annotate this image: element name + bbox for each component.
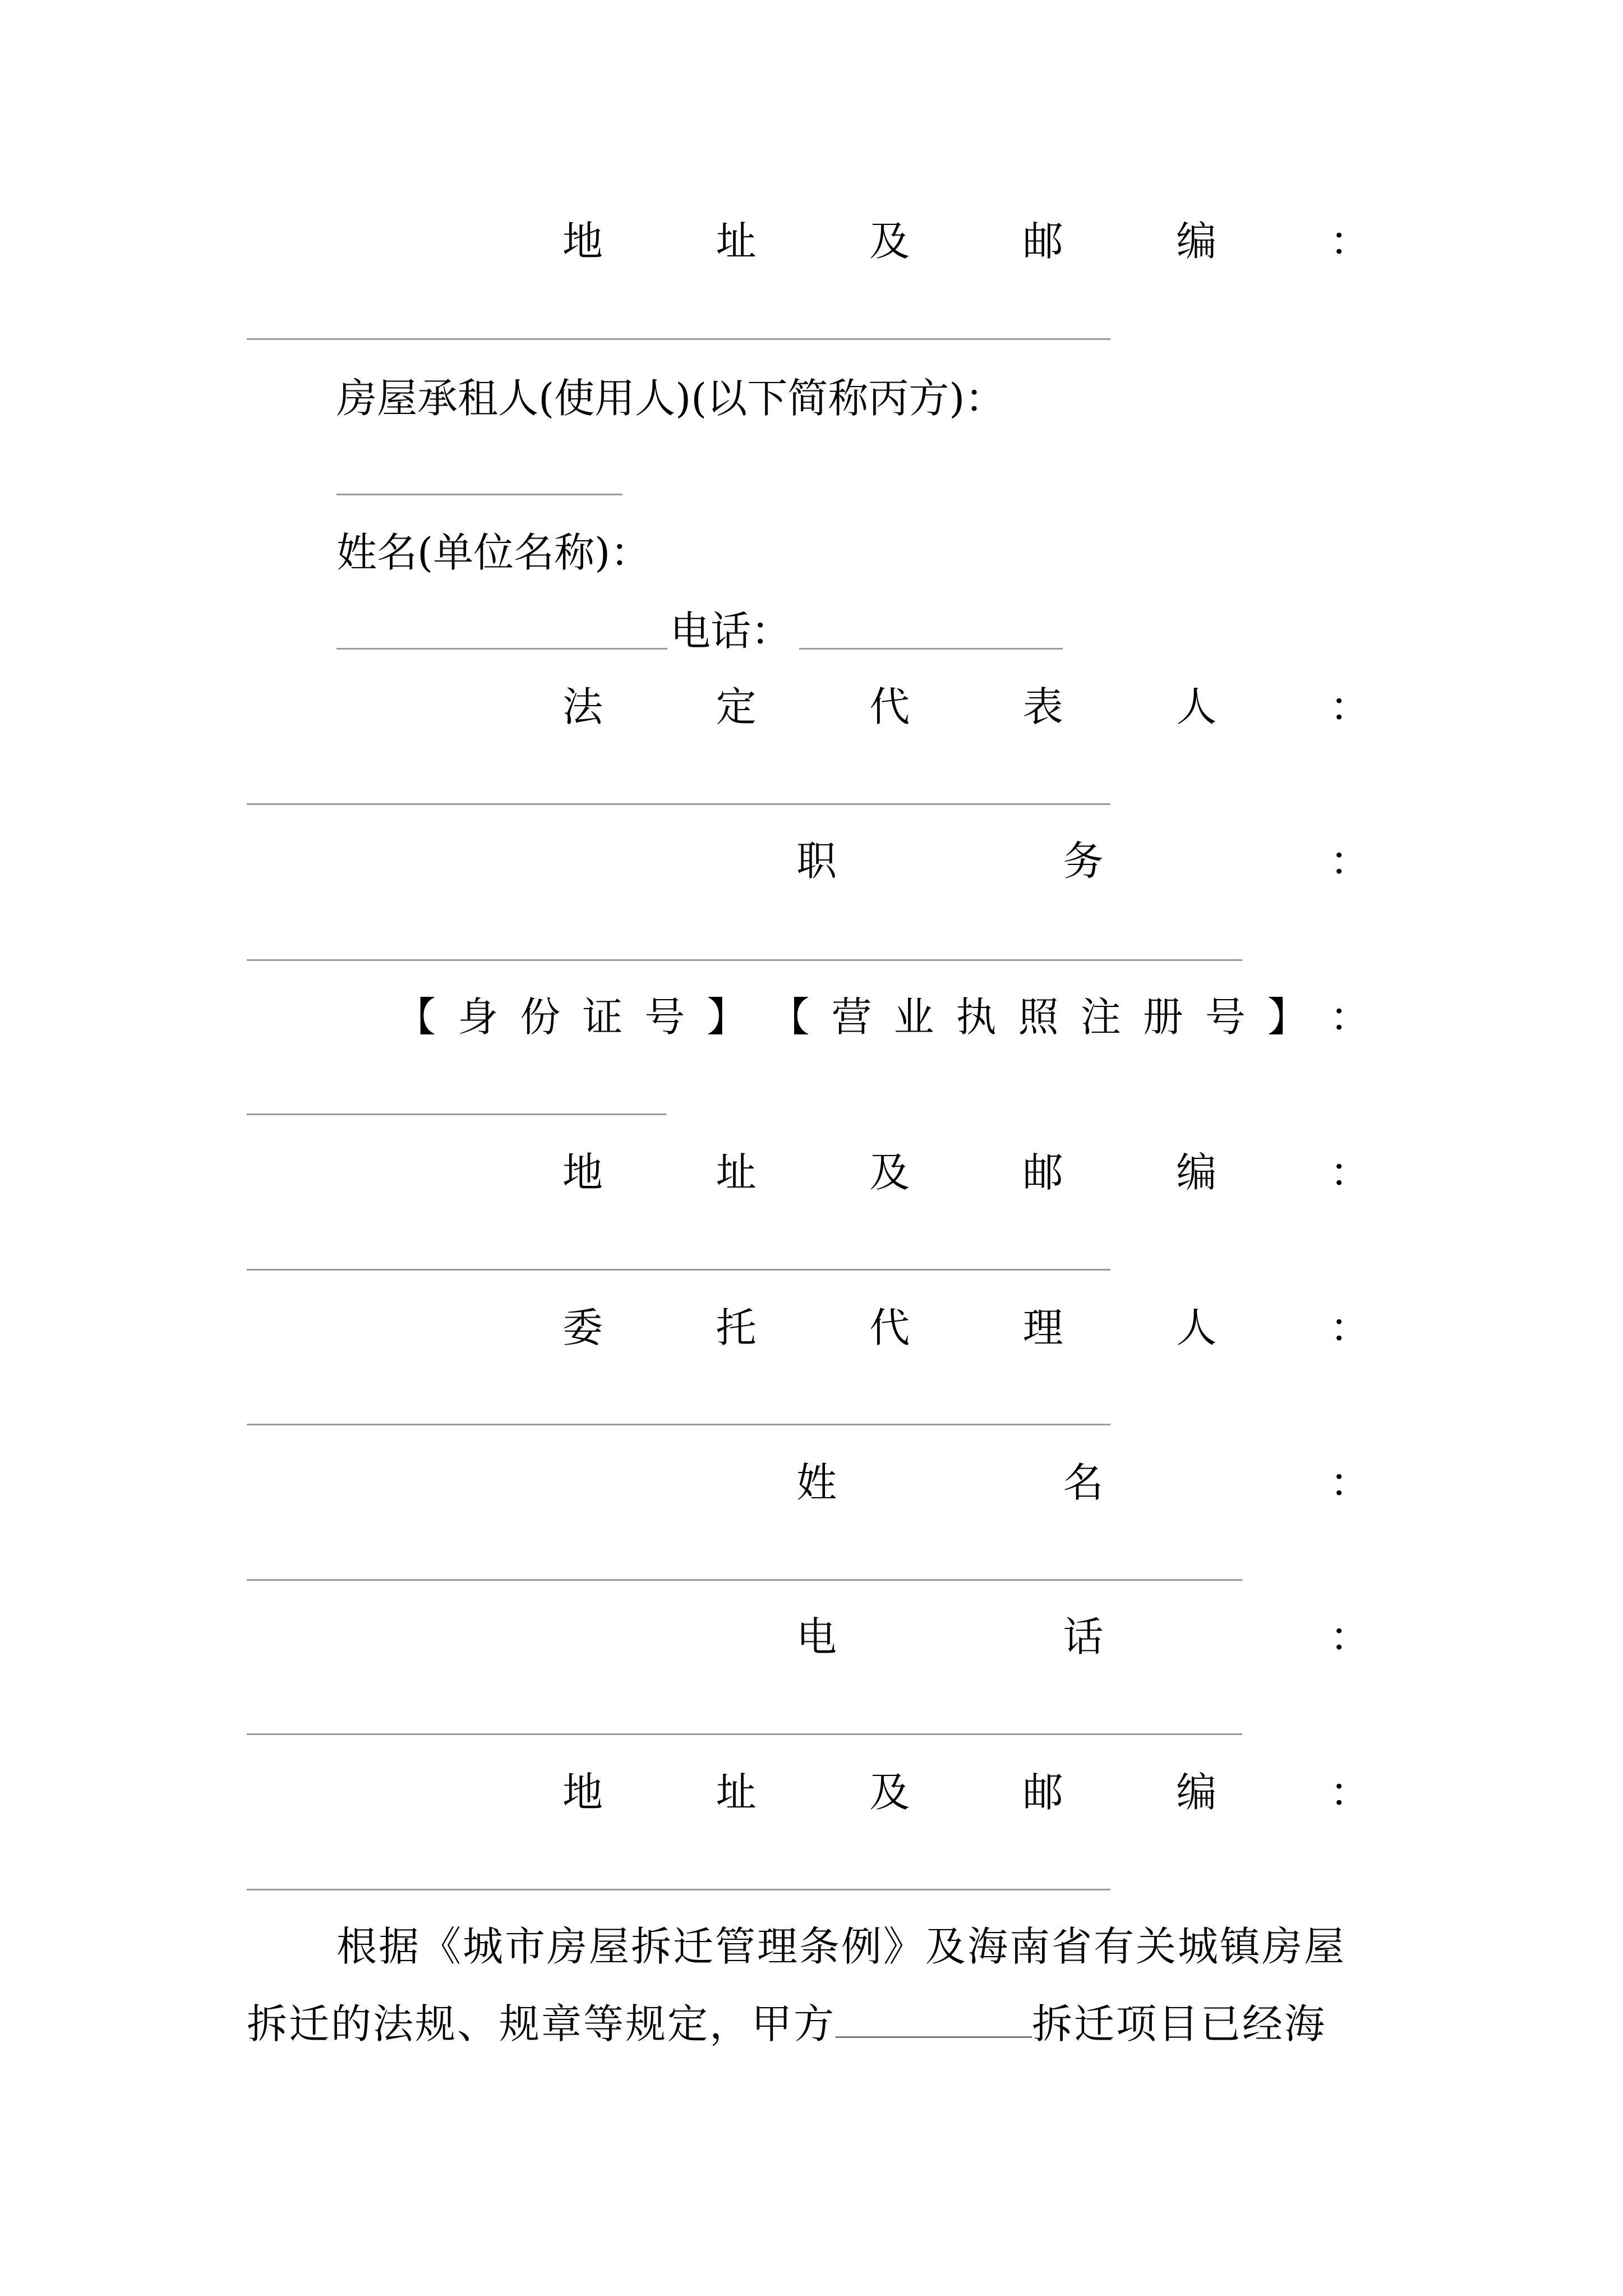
agent-phone-label (796, 1609, 1370, 1665)
paragraph-line-1-text: 根据《城市房屋拆迁管理条例》及海南省有关城镇房屋 (336, 1923, 1347, 1970)
char: 地 (562, 1149, 603, 1196)
paragraph-line-2 (247, 1996, 1326, 2052)
char: 表 (1022, 683, 1063, 730)
char: 人 (1176, 683, 1217, 730)
char: 邮 (1022, 1769, 1063, 1816)
fill-line-agent-name (247, 1579, 1242, 1581)
char: 及 (869, 1769, 910, 1816)
char: 电 (796, 1613, 837, 1660)
fill-line-name (336, 648, 667, 650)
char: ： (1329, 1769, 1370, 1816)
fill-line-id-registration (247, 1114, 666, 1115)
char: ： (1329, 838, 1370, 885)
paragraph-line-1 (336, 1918, 1346, 1975)
char: 执 (956, 993, 997, 1041)
char: 编 (1176, 1769, 1217, 1816)
address-postcode-label-2 (562, 1144, 1370, 1200)
address-postcode-label-1 (562, 213, 1370, 269)
char: 代 (869, 1304, 910, 1351)
char: 邮 (1022, 218, 1063, 265)
tenant-heading-text: 房屋承租人(使用人)(以下简称丙方)： (336, 375, 1006, 422)
char: 及 (869, 1149, 910, 1196)
id-registration-label (395, 989, 1370, 1045)
fill-line-tenant (336, 494, 623, 495)
char: 【 (769, 993, 810, 1041)
legal-representative-label (562, 679, 1370, 735)
phone-label (670, 603, 791, 659)
name-label-text: 姓名(单位名称)： (336, 529, 651, 576)
char: 名 (1063, 1459, 1104, 1506)
char: 定 (716, 683, 757, 730)
char: 份 (520, 993, 561, 1041)
char: ： (1329, 1613, 1370, 1660)
position-label (796, 833, 1370, 889)
char: 务 (1063, 838, 1104, 885)
char: 址 (716, 1769, 757, 1816)
char: 及 (869, 218, 910, 265)
phone-label-text: 电话： (670, 608, 792, 655)
char: 地 (562, 1769, 603, 1816)
fill-line-address-1 (247, 338, 1110, 340)
char: 】 (1267, 993, 1308, 1041)
char: 注 (1080, 993, 1121, 1041)
fill-line-address-3 (247, 1889, 1110, 1890)
fill-line-phone (799, 648, 1063, 650)
char: ： (1329, 1304, 1370, 1351)
fill-line-position (247, 959, 1242, 961)
char: 址 (716, 1149, 757, 1196)
char: 人 (1176, 1304, 1217, 1351)
char: 身 (458, 993, 499, 1041)
char: 话 (1063, 1613, 1104, 1660)
char: 法 (562, 683, 603, 730)
char: 代 (869, 683, 910, 730)
fill-line-legal-rep (247, 803, 1110, 805)
char: 号 (644, 993, 685, 1041)
char: 编 (1176, 218, 1217, 265)
char: 编 (1176, 1149, 1217, 1196)
char: 地 (562, 218, 603, 265)
char: 营 (831, 993, 872, 1041)
char: 册 (1142, 993, 1183, 1041)
char: 姓 (796, 1459, 837, 1506)
char: ： (1329, 683, 1370, 730)
agent-label (562, 1300, 1370, 1356)
tenant-heading (336, 370, 1005, 426)
char: 号 (1205, 993, 1246, 1041)
char: ： (1329, 1149, 1370, 1196)
fill-blank-project (836, 2000, 1032, 2038)
char: 证 (582, 993, 623, 1041)
char: 委 (562, 1304, 603, 1351)
char: ： (1329, 218, 1370, 265)
char: 理 (1022, 1304, 1063, 1351)
char: ： (1329, 1459, 1370, 1506)
char: 业 (893, 993, 934, 1041)
paragraph-line-2-text-a: 拆迁的法规、规章等规定，甲方 (247, 2000, 836, 2047)
char: 职 (796, 838, 837, 885)
agent-name-label (796, 1455, 1370, 1511)
paragraph-line-2-text-b: 拆迁项目已经海 (1032, 2000, 1327, 2047)
fill-line-agent-phone (247, 1733, 1242, 1735)
fill-line-agent (247, 1424, 1110, 1425)
name-label (336, 524, 651, 581)
char: 址 (716, 218, 757, 265)
char: 托 (716, 1304, 757, 1351)
address-postcode-label-3 (562, 1764, 1370, 1820)
char: 】 (707, 993, 748, 1041)
char: 【 (395, 993, 436, 1041)
char: 照 (1018, 993, 1059, 1041)
char: 邮 (1022, 1149, 1063, 1196)
char: ： (1329, 993, 1370, 1041)
fill-line-address-2 (247, 1269, 1110, 1271)
